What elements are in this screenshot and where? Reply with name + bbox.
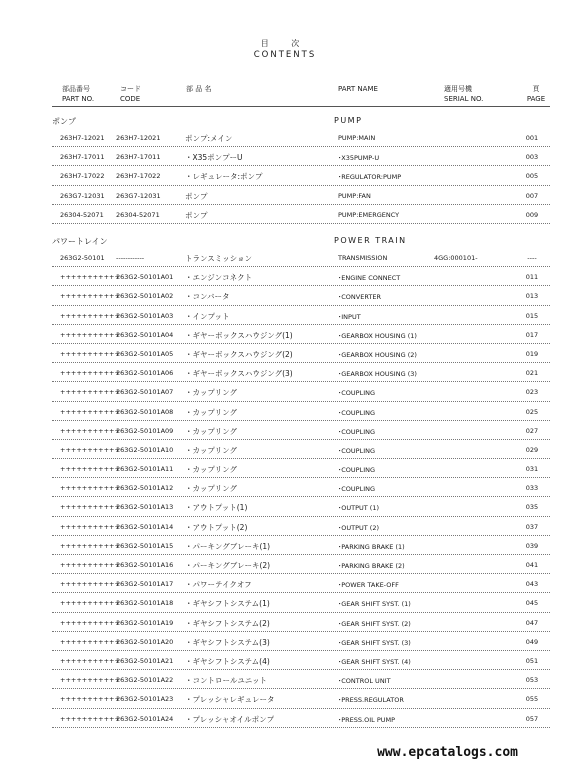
part-number: +++++++++++: [60, 426, 120, 435]
part-number: +++++++++++: [60, 656, 120, 665]
table-row: [52, 344, 550, 363]
table-row: [52, 286, 550, 305]
part-number: +++++++++++: [60, 580, 120, 589]
part-name-en: ･POWER TAKE-OFF: [338, 581, 399, 590]
code: 263G2-50101A05: [116, 349, 174, 358]
part-name-en: ･ENGINE CONNECT: [338, 274, 401, 283]
page-number: 005: [525, 172, 539, 181]
page-number: 049: [525, 637, 539, 646]
part-number: +++++++++++: [60, 484, 120, 493]
part-name-jp: ・アウトプット(1): [185, 503, 248, 513]
table-row: [52, 593, 550, 612]
page-number: 037: [525, 522, 539, 531]
section-pump-en: PUMP: [334, 116, 363, 125]
part-name-en: ･COUPLING: [338, 466, 376, 475]
part-name-en: ･OUTPUT (2): [338, 523, 380, 532]
page-title-en: CONTENTS: [253, 50, 317, 60]
header-part-name-en: [338, 84, 378, 94]
part-name-en: ･INPUT: [338, 312, 361, 321]
part-name-jp: ・ギヤシフトシステム(4): [185, 656, 270, 666]
part-name-en: ･CONTROL UNIT: [338, 677, 391, 686]
page-number: 045: [525, 599, 539, 608]
part-name-en: ･GEAR SHIFT SYST. (3): [338, 638, 411, 647]
part-name-jp: ・パーキングブレーキ(1): [185, 541, 271, 551]
table-row: [52, 382, 550, 401]
header-code-jp: コード: [120, 85, 141, 93]
part-name-en: ･PARKING BRAKE (2): [338, 562, 405, 570]
part-name-jp: ・ギヤシフトシステム(1): [185, 599, 270, 609]
code: 263G2-50101A01: [116, 273, 174, 282]
part-number: +++++++++++: [60, 695, 120, 704]
code: 263G2-50101A04: [116, 330, 174, 339]
part-number: +++++++++++: [60, 349, 120, 358]
part-name-en: ･CONVERTER: [338, 293, 381, 302]
part-name-en: PUMP:MAIN: [338, 134, 376, 142]
part-number: +++++++++++: [60, 330, 120, 339]
section-pump-jp: ポンプ: [52, 117, 76, 126]
code: 263G2-50101A16: [116, 561, 174, 569]
code: 263G2-50101A12: [116, 484, 174, 493]
part-name-jp: ポンプ: [185, 210, 208, 220]
part-name-jp: ・カップリング: [185, 426, 237, 436]
code: 263G2-50101A19: [116, 618, 174, 627]
header-code: [120, 84, 141, 104]
part-number: +++++++++++: [60, 503, 120, 512]
header-part-no-en: PART NO.: [62, 95, 95, 103]
section-power-train-en: POWER TRAIN: [334, 236, 407, 245]
table-row: [52, 497, 550, 516]
part-number: +++++++++++: [60, 407, 120, 416]
page-number: 033: [525, 484, 539, 493]
part-name-en: ･PARKING BRAKE (1): [338, 542, 405, 551]
table-row: [52, 363, 550, 382]
header-divider: [52, 106, 550, 107]
part-number: 263H7-17022: [60, 172, 105, 181]
header-serial: [444, 84, 483, 104]
serial-no: 4GG:000101-: [434, 254, 478, 262]
part-name-en: ･GEARBOX HOUSING (3): [338, 370, 417, 379]
part-number: +++++++++++: [60, 637, 120, 646]
page-number: 009: [525, 210, 539, 219]
code: 263G2-50101A13: [116, 503, 174, 512]
table-row: [52, 478, 550, 497]
code: 263G2-50101A10: [116, 445, 174, 454]
code: 263G2-50101A18: [116, 599, 174, 608]
table-row: [52, 440, 550, 459]
code: 263H7-12021: [116, 134, 161, 142]
code: 263G2-50101A23: [116, 695, 174, 704]
header-serial-en: SERIAL NO.: [444, 95, 484, 103]
part-name-jp: トランスミッション: [185, 254, 252, 263]
code: 263G2-50101A24: [116, 714, 174, 723]
table-row: [52, 613, 550, 632]
page-number: 041: [525, 561, 539, 569]
section-pump: [52, 116, 550, 128]
part-name-jp: ・ギヤーボックスハウジング(2): [185, 349, 293, 359]
part-name-jp: ポンプ:メイン: [185, 134, 233, 143]
table-row: [52, 459, 550, 478]
page-number: 017: [525, 330, 539, 339]
code: 263G2-50101A06: [116, 369, 174, 378]
code: 263G2-50101A09: [116, 426, 174, 435]
table-row: [52, 186, 550, 205]
part-name-jp: ・パワーテイクオフ: [185, 580, 252, 590]
part-number: 263G2-50101: [60, 254, 105, 262]
code: 263G2-50101A22: [116, 676, 174, 685]
table-row: [52, 306, 550, 325]
part-name-jp: ポンプ: [185, 191, 208, 201]
page-number: 051: [525, 656, 539, 665]
part-number: +++++++++++: [60, 561, 120, 569]
page-number: 001: [525, 134, 539, 142]
part-number: +++++++++++: [60, 714, 120, 723]
table-row: [52, 536, 550, 555]
table-row: [52, 402, 550, 421]
page-number: 027: [525, 426, 539, 435]
page-number: 035: [525, 503, 539, 512]
part-number: +++++++++++: [60, 599, 120, 608]
page-number: 021: [525, 369, 539, 378]
part-number: +++++++++++: [60, 388, 120, 397]
part-number: +++++++++++: [60, 618, 120, 627]
part-name-en: ･X35PUMP-U: [338, 154, 380, 163]
part-number: +++++++++++: [60, 522, 120, 531]
page-number: 013: [525, 292, 539, 301]
part-number: +++++++++++: [60, 311, 120, 320]
part-name-en: ･COUPLING: [338, 446, 376, 455]
table-row: [52, 166, 550, 185]
part-number: +++++++++++: [60, 676, 120, 685]
part-name-jp: ・カップリング: [185, 445, 237, 455]
part-name-en: ･COUPLING: [338, 427, 376, 436]
part-name-jp: ・アウトプット(2): [185, 522, 248, 532]
part-name-jp: ・カップリング: [185, 484, 237, 494]
watermark: www.epcatalogs.com: [377, 745, 518, 760]
part-name-jp: ・コントロールユニット: [185, 676, 268, 686]
table-row: [52, 421, 550, 440]
page-number: 043: [525, 580, 539, 589]
header-page-jp: 頁: [532, 85, 540, 93]
section-power-train-jp: パワートレイン: [52, 237, 108, 246]
part-name-jp: ・エンジンコネクト: [185, 273, 253, 283]
code: 263H7-17022: [116, 172, 161, 181]
part-name-en: ･COUPLING: [338, 389, 376, 398]
table-row: [52, 248, 550, 267]
part-name-en: ･COUPLING: [338, 408, 376, 417]
part-number: 26304-52071: [60, 210, 104, 219]
code: 263G2-50101A07: [116, 388, 174, 397]
code: 263G2-50101A17: [116, 580, 174, 589]
page-number: 055: [525, 695, 539, 704]
code: 263G2-50101A21: [116, 656, 174, 665]
section-power-train: [52, 236, 550, 248]
page-number: 039: [525, 541, 539, 550]
table-row: [52, 517, 550, 536]
header-page: [524, 84, 548, 104]
table-row: [52, 205, 550, 224]
code: 263G2-50101A15: [116, 541, 174, 550]
part-number: 263H7-12021: [60, 134, 105, 142]
part-name-en: ･OUTPUT (1): [338, 504, 380, 513]
table-row: [52, 689, 550, 708]
part-name-jp: ・カップリング: [185, 388, 237, 398]
page-number: 007: [525, 191, 539, 200]
table-row: [52, 709, 550, 728]
table-row: [52, 267, 550, 286]
header-part-no-jp: 部品番号: [62, 85, 90, 93]
code: ------------: [116, 254, 145, 262]
header-serial-jp: 適用号機: [444, 85, 472, 93]
page-number: 057: [525, 714, 539, 723]
part-name-en: ･REGULATOR:PUMP: [338, 173, 402, 182]
part-name-jp: ・ギヤシフトシステム(2): [185, 618, 270, 628]
part-name-jp: ・ギヤシフトシステム(3): [185, 637, 270, 647]
table-row: [52, 632, 550, 651]
part-number: +++++++++++: [60, 273, 120, 282]
part-number: +++++++++++: [60, 445, 120, 454]
code: 26304-52071: [116, 210, 160, 219]
header-part-no: [62, 84, 94, 104]
header-part-name-en-label: PART NAME: [338, 85, 378, 93]
page-number: 025: [525, 407, 539, 416]
page-number: 053: [525, 676, 539, 685]
part-name-en: PUMP:FAN: [338, 191, 371, 200]
part-name-en: ･GEARBOX HOUSING (2): [338, 350, 417, 359]
part-number: +++++++++++: [60, 541, 120, 550]
part-name-en: ･COUPLING: [338, 485, 376, 494]
part-number: 263H7-17011: [60, 153, 105, 162]
pump-list: [52, 128, 550, 224]
page-number: 031: [525, 465, 539, 474]
part-number: 263G7-12031: [60, 191, 105, 200]
power-train-list: [52, 248, 550, 728]
page-number: 019: [525, 349, 539, 358]
table-row: [52, 325, 550, 344]
page-number: 023: [525, 388, 539, 397]
part-name-en: ･PRESS.REGULATOR: [338, 696, 404, 705]
page-number: 029: [525, 445, 539, 454]
page-title-jp: 目 次: [260, 39, 310, 48]
part-name-en: ･GEAR SHIFT SYST. (1): [338, 600, 411, 609]
part-name-jp: ・カップリング: [185, 465, 237, 475]
part-number: +++++++++++: [60, 465, 120, 474]
code: 263G2-50101A14: [116, 522, 174, 531]
code: 263G7-12031: [116, 191, 161, 200]
part-name-jp: ・ギヤーボックスハウジング(3): [185, 369, 293, 379]
part-name-en: ･GEAR SHIFT SYST. (4): [338, 657, 411, 666]
code: 263G2-50101A11: [116, 465, 174, 474]
part-name-en: ･GEAR SHIFT SYST. (2): [338, 619, 411, 628]
part-name-jp: ・レギュレータ:ポンプ: [185, 172, 263, 182]
part-name-jp: ・インプット: [185, 311, 230, 321]
code: 263G2-50101A02: [116, 292, 174, 301]
header-code-en: CODE: [120, 95, 141, 103]
part-name-en: PUMP:EMERGENCY: [338, 210, 400, 219]
table-row: [52, 128, 550, 147]
part-name-en: TRANSMISSION: [338, 254, 388, 262]
page-number: 011: [525, 273, 539, 282]
part-name-jp: ・X35ポンプーU: [185, 153, 243, 163]
page-number: 003: [525, 153, 539, 162]
page-number: ----: [527, 254, 537, 262]
table-row: [52, 651, 550, 670]
page-number: 015: [525, 311, 539, 320]
part-name-jp: ・カップリング: [185, 407, 237, 417]
code: 263G2-50101A20: [116, 637, 174, 646]
table-row: [52, 147, 550, 166]
table-row: [52, 670, 550, 689]
code: 263G2-50101A03: [116, 311, 174, 320]
table-row: [52, 555, 550, 574]
header-part-name-jp-label: 部 品 名: [186, 85, 212, 93]
code: 263H7-17011: [116, 153, 161, 162]
part-name-jp: ・プレッシャオイルポンプ: [185, 714, 275, 724]
part-name-en: ･GEARBOX HOUSING (1): [338, 331, 417, 340]
code: 263G2-50101A08: [116, 407, 174, 416]
part-name-jp: ・コンバータ: [185, 292, 230, 302]
part-name-jp: ・プレッシャレギュレータ: [185, 695, 275, 705]
part-name-jp: ・ギヤーボックスハウジング(1): [185, 330, 293, 340]
page-number: 047: [525, 618, 539, 627]
header-page-en: PAGE: [526, 95, 546, 103]
part-number: +++++++++++: [60, 292, 120, 301]
part-name-jp: ・パーキングブレーキ(2): [185, 561, 271, 570]
part-number: +++++++++++: [60, 369, 120, 378]
table-row: [52, 574, 550, 593]
part-name-en: ･PRESS.OIL PUMP: [338, 715, 396, 724]
header-part-name-jp: [186, 84, 211, 94]
